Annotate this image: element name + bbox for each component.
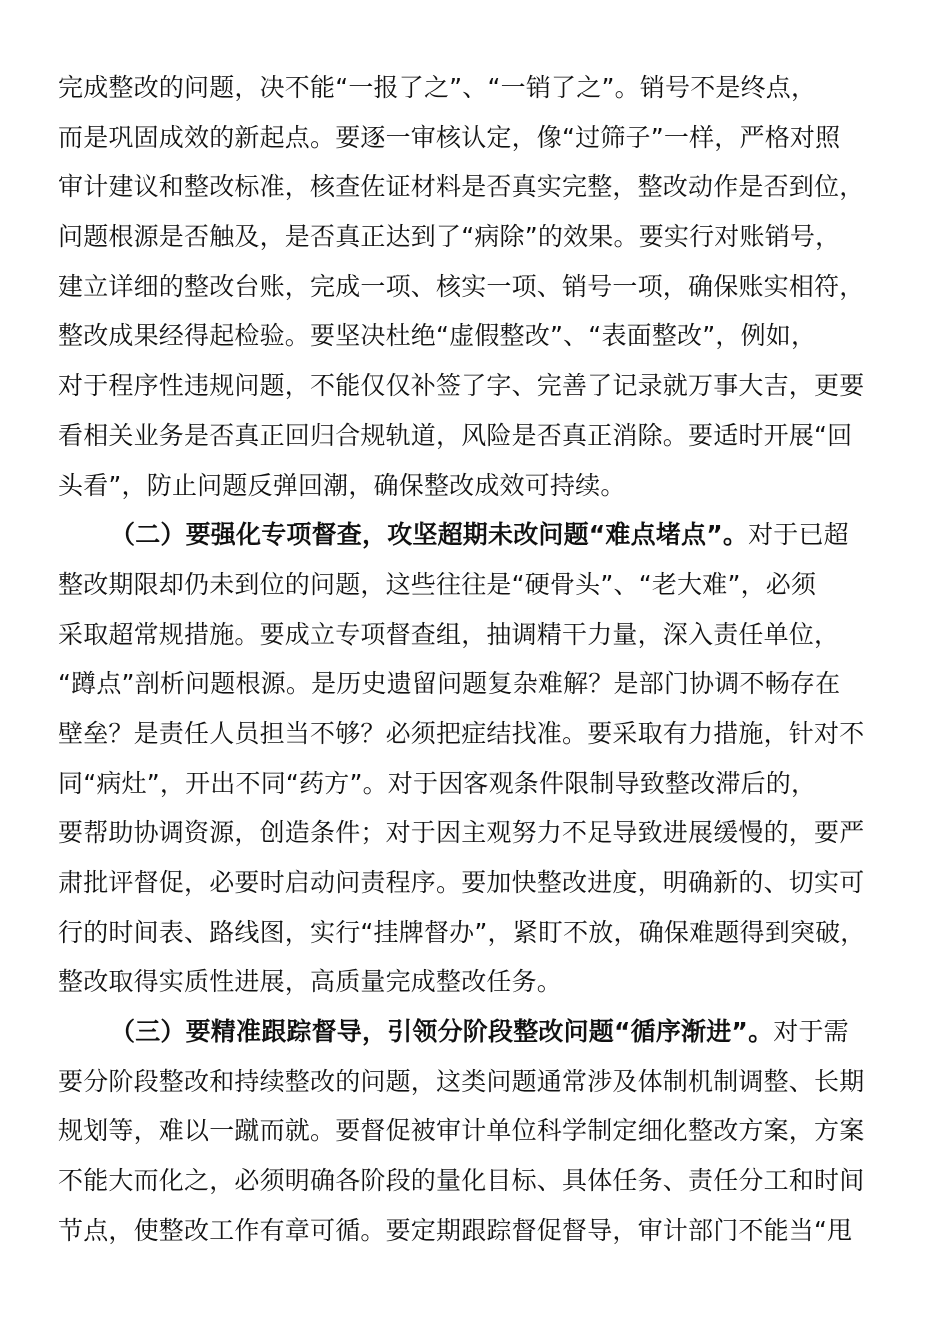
text-line: “蹲点”剖析问题根源。是历史遗留问题复杂难解？是部门协调不畅存在 bbox=[58, 669, 841, 699]
section-heading-line bbox=[58, 510, 888, 560]
text-line: 节点，使整改工作有章可循。要定期跟踪督促督导，审计部门不能当“甩 bbox=[58, 1215, 853, 1245]
text-line: 对于程序性违规问题，不能仅仅补签了字、完善了记录就万事大吉，更要 bbox=[58, 371, 865, 401]
text-line: 整改取得实质性进展，高质量完成整改任务。 bbox=[58, 967, 563, 997]
text-line: 整改期限却仍未到位的问题，这些往往是“硬骨头”、“老大难”，必须 bbox=[58, 569, 817, 599]
text-line: 审计建议和整改标准，核查佐证材料是否真实完整，整改动作是否到位， bbox=[58, 172, 865, 202]
paragraph-rectification-verification bbox=[58, 63, 888, 510]
text-line: 要帮助协调资源，创造条件；对于因主观努力不足导致进展缓慢的，要严 bbox=[58, 818, 865, 848]
text-run: 对于需 bbox=[773, 1017, 849, 1047]
text-line: 头看”，防止问题反弹回潮，确保整改成效可持续。 bbox=[58, 470, 626, 500]
text-line: 而是巩固成效的新起点。要逐一审核认定，像“过筛子”一样，严格对照 bbox=[58, 122, 841, 152]
section-3-tracking-supervision bbox=[58, 1007, 888, 1255]
text-line: 同“病灶”，开出不同“药方”。对于因客观条件限制导致整改滞后的， bbox=[58, 768, 817, 798]
text-line: 整改成果经得起检验。要坚决杜绝“虚假整改”、“表面整改”，例如， bbox=[58, 321, 817, 351]
section-2-special-supervision bbox=[58, 510, 888, 1007]
text-line: 行的时间表、路线图，实行“挂牌督办”，紧盯不放，确保难题得到突破， bbox=[58, 917, 866, 947]
text-line: 不能大而化之，必须明确各阶段的量化目标、具体任务、责任分工和时间 bbox=[58, 1166, 865, 1196]
text-line: 问题根源是否触及，是否真正达到了“病除”的效果。要实行对账销号， bbox=[58, 222, 841, 252]
text-line: 完成整改的问题，决不能“一报了之”、“一销了之”。销号不是终点， bbox=[58, 73, 817, 102]
section-heading: （三）要精准跟踪督导，引领分阶段整改问题“循序渐进”。 bbox=[110, 1017, 774, 1047]
text-line: 采取超常规措施。要成立专项督查组，抽调精干力量，深入责任单位， bbox=[58, 619, 840, 649]
text-line: 规划等，难以一蹴而就。要督促被审计单位科学制定细化整改方案，方案 bbox=[58, 1116, 865, 1146]
section-heading: （二）要强化专项督查，攻坚超期未改问题“难点堵点”。 bbox=[110, 520, 749, 550]
section-heading-line bbox=[58, 1007, 888, 1057]
text-line: 要分阶段整改和持续整改的问题，这类问题通常涉及体制机制调整、长期 bbox=[58, 1066, 865, 1096]
text-line: 建立详细的整改台账，完成一项、核实一项、销号一项，确保账实相符， bbox=[58, 271, 865, 301]
document-page bbox=[58, 63, 888, 1256]
text-line: 看相关业务是否真正回归合规轨道，风险是否真正消除。要适时开展“回 bbox=[58, 420, 853, 450]
text-line: 肃批评督促，必要时启动问责程序。要加快整改进度，明确新的、切实可 bbox=[58, 868, 865, 897]
text-line: 壁垒？是责任人员担当不够？必须把症结找准。要采取有力措施，针对不 bbox=[58, 718, 865, 748]
text-run: 对于已超 bbox=[748, 520, 849, 550]
